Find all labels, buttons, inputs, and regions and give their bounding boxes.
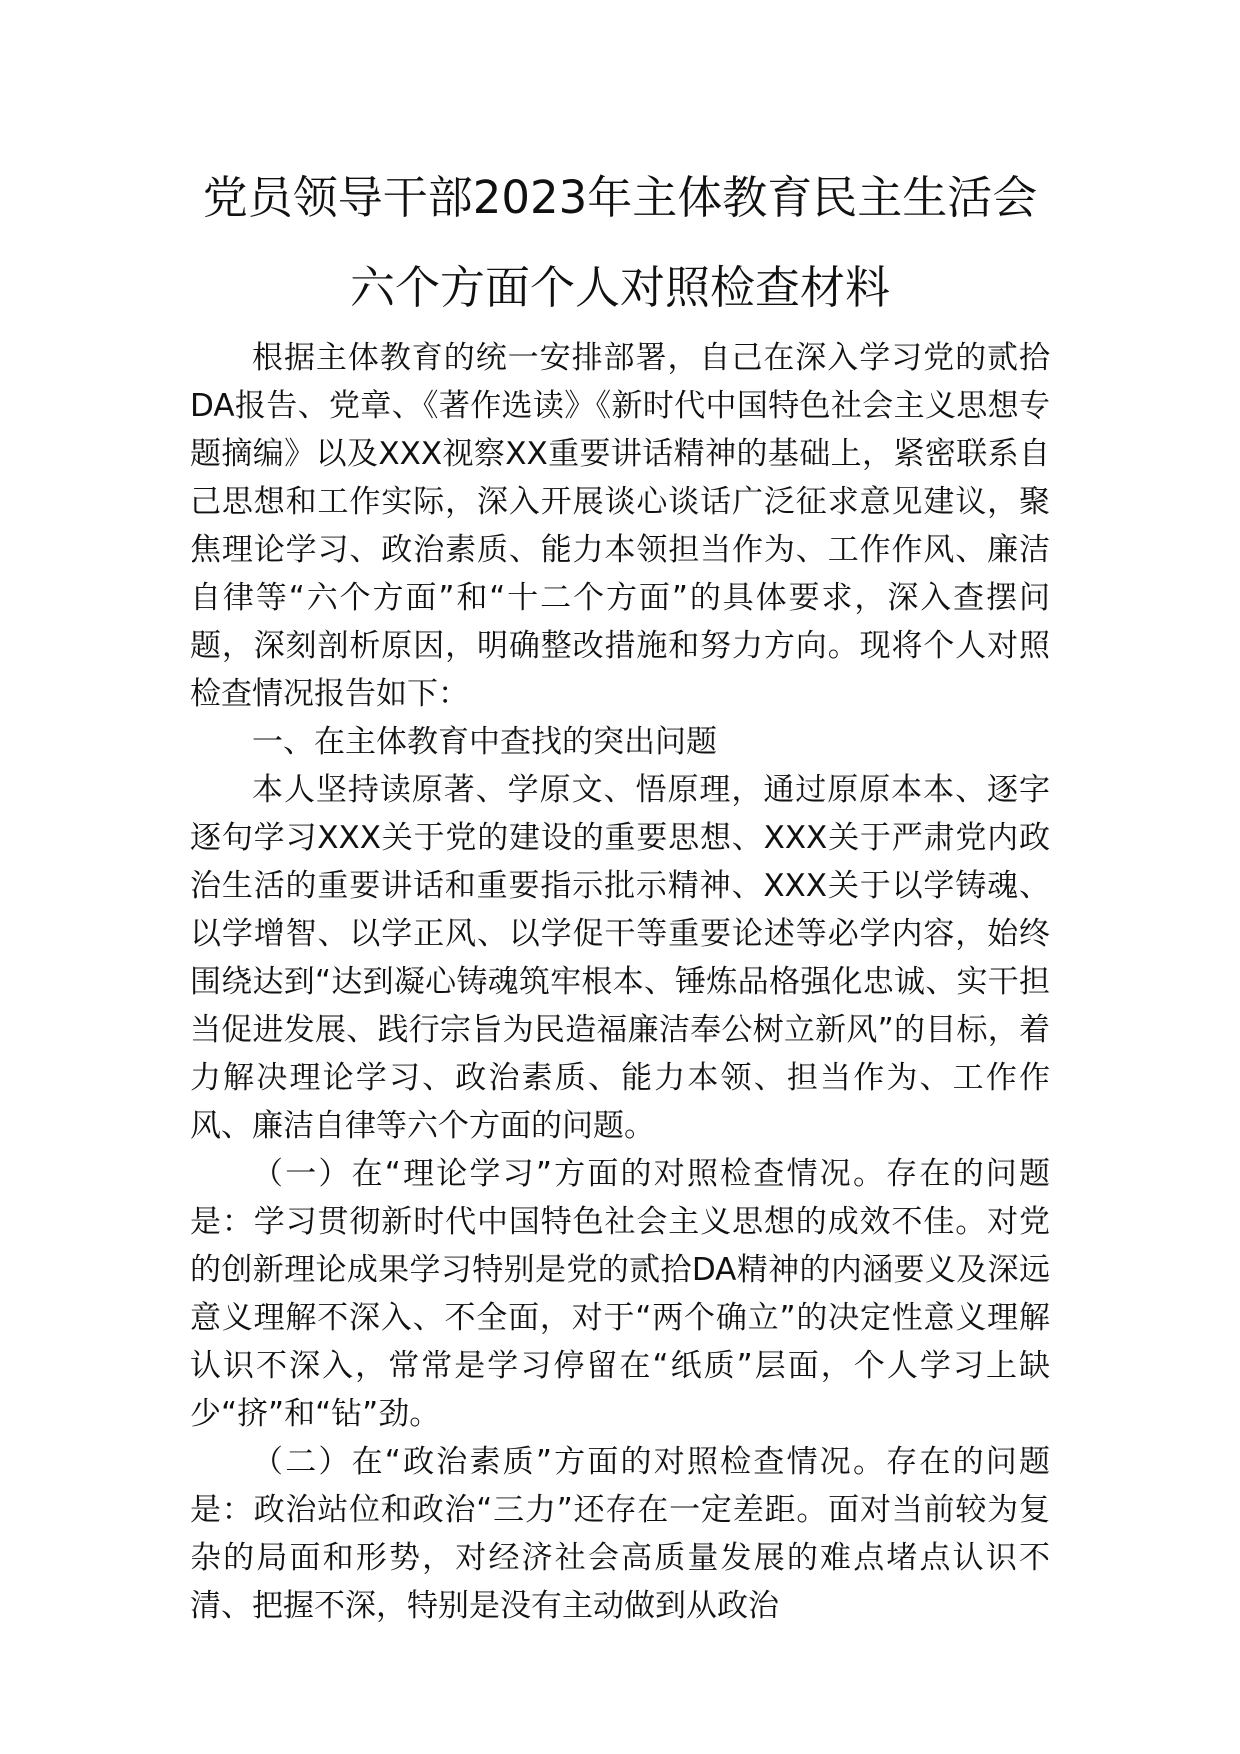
subsection-theory-study-paragraph: （一）在“理论学习”方面的对照检查情况。存在的问题是：学习贯彻新时代中国特色社会主义思想的成效不佳。对党的创新理论成果学习特别是党的贰拾DA精神的内涵要义及深远意义理解不深入、不全面，对于“两个确立”的决定性意义理解认识不深入，常常是学习停留在“纸质”层面，个人学习上缺少“挤”和“钻”劲。 (190, 1156, 1050, 1432)
document-body (190, 334, 1050, 1630)
section-1-paragraph: 本人坚持读原著、学原文、悟原理，通过原原本本、逐字逐句学习XXX关于党的建设的重要思想、XXX关于严肃党内政治生活的重要讲话和重要指示批示精神、XXX关于以学铸魂、以学增智、以学正风、以学促干等重要论述等必学内容，始终围绕达到“达到凝心铸魂筑牢根本、锤炼品格强化忠诚、实干担当促进发展、践行宗旨为民造福廉洁奉公树立新风”的目标，着力解决理论学习、政治素质、能力本领、担当作为、工作作风、廉洁自律等六个方面的问题。 (190, 772, 1050, 1144)
intro-paragraph: 根据主体教育的统一安排部署，自己在深入学习党的贰拾DA报告、党章、《著作选读》《新时代中国特色社会主义思想专题摘编》以及XXX视察XX重要讲话精神的基础上，紧密联系自己思想和工作实际，深入开展谈心谈话广泛征求意见建议，聚焦理论学习、政治素质、能力本领担当作为、工作作风、廉洁自律等“六个方面”和“十二个方面”的具体要求，深入查摆问题，深刻剖析原因，明确整改措施和努力方向。现将个人对照检查情况报告如下： (190, 340, 1050, 712)
document-title-line-2: 六个方面个人对照检查材料 (349, 261, 890, 314)
subsection-political-quality-paragraph: （二）在“政治素质”方面的对照检查情况。存在的问题是：政治站位和政治“三力”还存在一定差距。面对当前较为复杂的局面和形势，对经济社会高质量发展的难点堵点认识不清、把握不深，特别是没有主动做到从政治 (190, 1444, 1050, 1624)
document-title-line-1: 党员领导干部2023年主体教育民主生活会 (202, 171, 1038, 224)
section-heading-1: 一、在主体教育中查找的突出问题 (252, 724, 717, 760)
